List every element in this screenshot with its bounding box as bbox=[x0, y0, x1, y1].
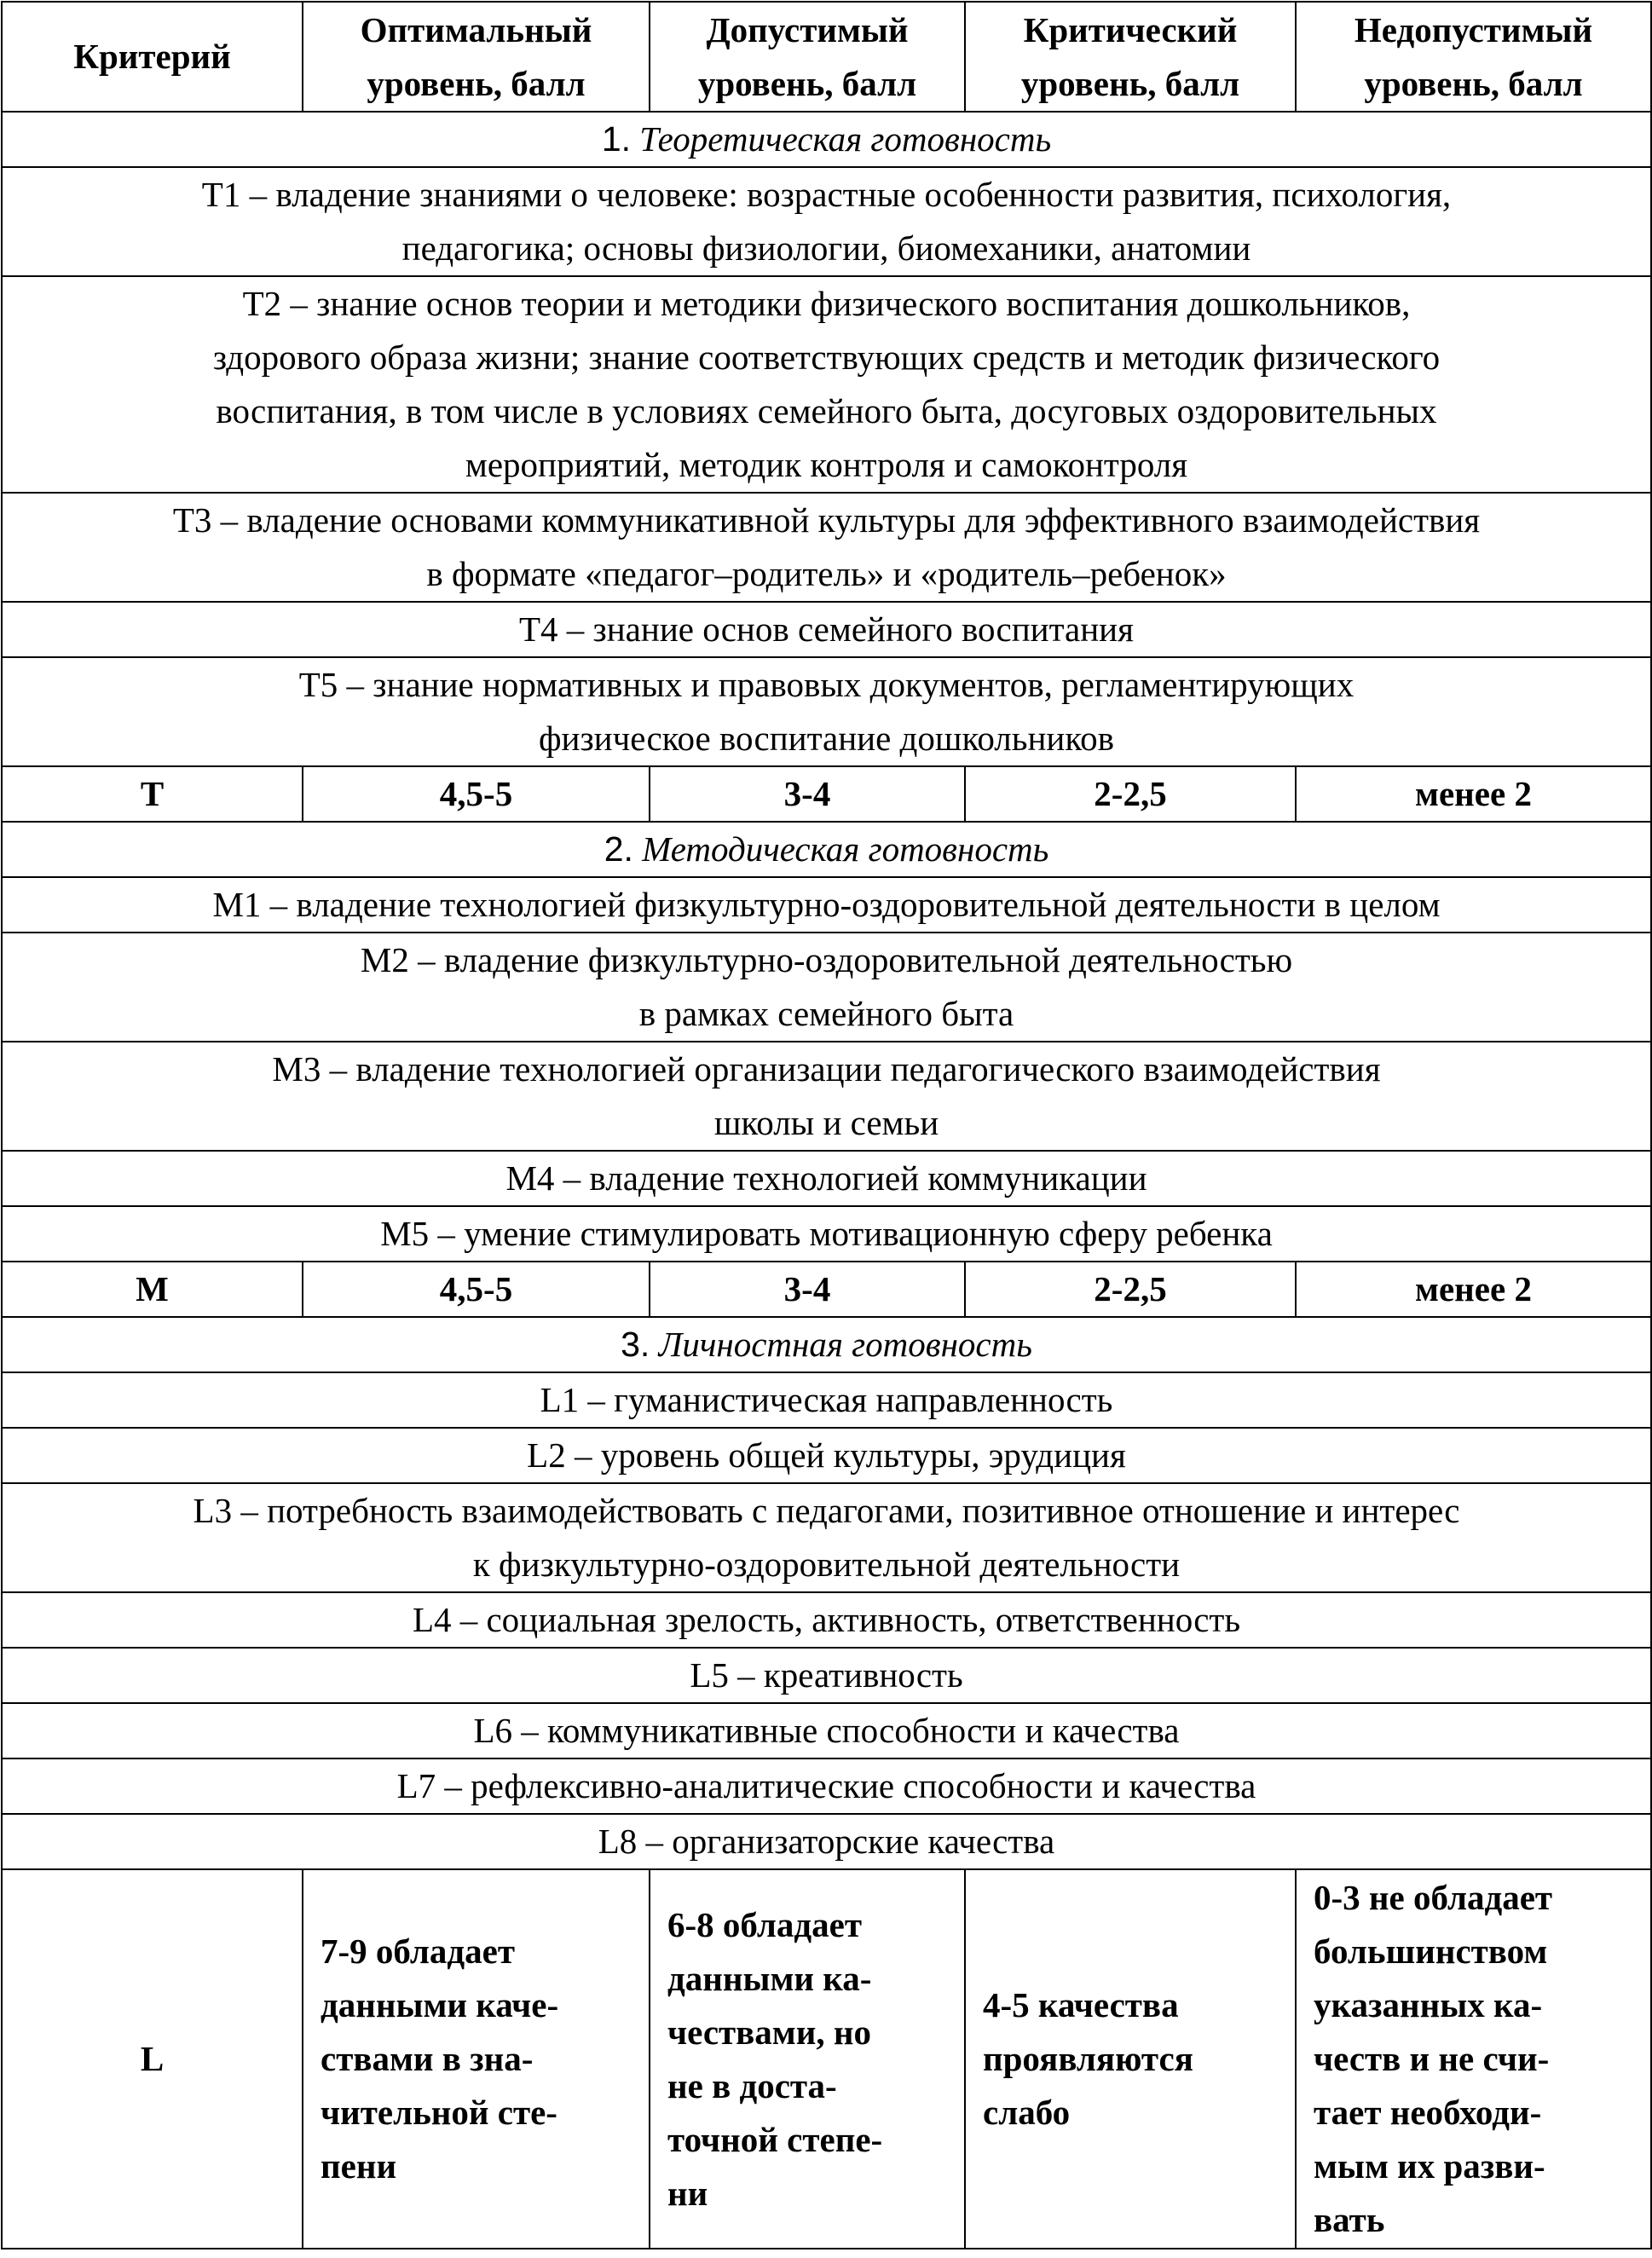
criterion-line: М2 – владение физкультурно-оздоровительной деятельностью bbox=[360, 940, 1293, 979]
section-number: 2. bbox=[604, 829, 633, 869]
header-line: уровень, балл bbox=[1020, 63, 1240, 103]
criterion-row bbox=[2, 933, 1651, 1042]
criterion-line: Т4 – знание основ семейного воспитания bbox=[519, 609, 1134, 649]
header-line: Допустимый bbox=[706, 9, 909, 49]
criterion-description bbox=[2, 1151, 1651, 1206]
level-line: 6-8 обладает bbox=[667, 1904, 862, 1944]
criterion-description bbox=[2, 167, 1651, 276]
header-line: Оптимальный bbox=[360, 9, 592, 49]
score-label: Т bbox=[2, 766, 303, 822]
criterion-line: Т3 – владение основами коммуникативной культуры для эффективного взаимодействия bbox=[172, 500, 1481, 540]
level-line: чествами, но bbox=[667, 2012, 871, 2052]
criterion-description bbox=[2, 493, 1651, 602]
level-line: 4-5 качества bbox=[983, 1985, 1179, 2024]
criterion-line: L4 – социальная зрелость, активность, ответственность bbox=[412, 1600, 1241, 1639]
score-unacceptable: менее 2 bbox=[1296, 766, 1651, 822]
level-line: слабо bbox=[983, 2093, 1071, 2132]
score-critical: 2-2,5 bbox=[965, 1262, 1296, 1317]
criterion-line: М1 – владение технологией физкультурно-оздоровительной деятельности в целом bbox=[212, 885, 1441, 924]
score-row bbox=[2, 766, 1651, 822]
criterion-line: педагогика; основы физиологии, биомеханики, анатомии bbox=[401, 228, 1251, 268]
header-criterion: Критерий bbox=[2, 2, 303, 112]
criterion-line: Т1 – владение знаниями о человеке: возрастные особенности развития, психология, bbox=[201, 175, 1452, 214]
criterion-line: мероприятий, методик контроля и самоконтроля bbox=[465, 445, 1188, 484]
section-heading-row bbox=[2, 1317, 1651, 1372]
criterion-description bbox=[2, 1042, 1651, 1151]
criterion-row bbox=[2, 167, 1651, 276]
header-critical bbox=[965, 2, 1296, 112]
section-title: Личностная готовность bbox=[658, 1325, 1032, 1364]
criterion-row bbox=[2, 1758, 1651, 1814]
criterion-row bbox=[2, 602, 1651, 657]
header-line: уровень, балл bbox=[697, 63, 917, 103]
section-heading bbox=[2, 822, 1651, 877]
criterion-description bbox=[2, 877, 1651, 933]
header-line: уровень, балл bbox=[1364, 63, 1583, 103]
level-line: мым их разви- bbox=[1314, 2146, 1545, 2186]
criterion-row bbox=[2, 1206, 1651, 1262]
criterion-line: L1 – гуманистическая направленность bbox=[540, 1380, 1113, 1419]
section-title: Методическая готовность bbox=[642, 829, 1049, 869]
criterion-line: Т5 – знание нормативных и правовых документов, регламентирующих bbox=[298, 665, 1355, 704]
criterion-row bbox=[2, 1042, 1651, 1151]
header-acceptable bbox=[650, 2, 965, 112]
criterion-description bbox=[2, 1428, 1651, 1483]
criterion-description bbox=[2, 933, 1651, 1042]
section-heading-row bbox=[2, 112, 1651, 167]
level-line: большинством bbox=[1314, 1932, 1548, 1971]
level-line: 7-9 обладает bbox=[321, 1932, 515, 1971]
level-optimal bbox=[303, 1869, 650, 2249]
criterion-description bbox=[2, 657, 1651, 766]
criterion-row bbox=[2, 1428, 1651, 1483]
level-acceptable bbox=[650, 1869, 965, 2249]
level-line: данными ка- bbox=[667, 1958, 872, 1998]
criterion-row bbox=[2, 1648, 1651, 1703]
level-line: 0-3 не обладает bbox=[1314, 1878, 1553, 1917]
criterion-description bbox=[2, 1703, 1651, 1758]
criterion-line: L2 – уровень общей культуры, эрудиция bbox=[527, 1435, 1126, 1475]
section-heading bbox=[2, 112, 1651, 167]
criterion-row bbox=[2, 1814, 1651, 1869]
criterion-row bbox=[2, 1372, 1651, 1428]
criterion-row bbox=[2, 1483, 1651, 1592]
readiness-criteria-table bbox=[1, 1, 1652, 2249]
criterion-row bbox=[2, 657, 1651, 766]
criterion-description bbox=[2, 1758, 1651, 1814]
criterion-line: М4 – владение технологией коммуникации bbox=[505, 1158, 1147, 1198]
criterion-description bbox=[2, 1372, 1651, 1428]
criterion-line: в формате «педагог–родитель» и «родитель–ребенок» bbox=[426, 554, 1227, 593]
criterion-line: М3 – владение технологией организации педагогического взаимодействия bbox=[272, 1049, 1381, 1089]
header-line: Недопустимый bbox=[1354, 9, 1593, 49]
header-line: Критический bbox=[1023, 9, 1238, 49]
criterion-line: школы и семьи bbox=[713, 1103, 939, 1142]
criterion-line: L5 – креативность bbox=[690, 1655, 963, 1695]
section-heading bbox=[2, 1317, 1651, 1372]
criterion-description bbox=[2, 602, 1651, 657]
header-unacceptable bbox=[1296, 2, 1651, 112]
level-line: ствами в зна- bbox=[321, 2039, 534, 2078]
score-label: L bbox=[2, 1869, 303, 2249]
level-critical bbox=[965, 1869, 1296, 2249]
score-unacceptable: менее 2 bbox=[1296, 1262, 1651, 1317]
criterion-line: физическое воспитание дошкольников bbox=[538, 719, 1115, 758]
section-title: Теоретическая готовность bbox=[639, 119, 1052, 159]
criterion-line: L8 – организаторские качества bbox=[598, 1822, 1055, 1861]
criterion-line: Т2 – знание основ теории и методики физического воспитания дошкольников, bbox=[242, 284, 1411, 323]
section-number: 1. bbox=[601, 119, 632, 159]
criterion-line: к физкультурно-оздоровительной деятельности bbox=[472, 1545, 1181, 1584]
header-row bbox=[2, 2, 1651, 112]
criterion-row bbox=[2, 493, 1651, 602]
level-line: проявляются bbox=[983, 2039, 1193, 2078]
level-line: чительной сте- bbox=[321, 2093, 557, 2132]
criterion-line: L7 – рефлексивно-аналитические способности и качества bbox=[396, 1766, 1256, 1805]
level-line: пени bbox=[321, 2146, 397, 2186]
criterion-description bbox=[2, 1592, 1651, 1648]
criterion-description bbox=[2, 276, 1651, 493]
criterion-line: L6 – коммуникативные способности и качества bbox=[473, 1711, 1180, 1750]
criterion-line: воспитания, в том числе в условиях семейного быта, досуговых оздоровительных bbox=[216, 391, 1437, 430]
level-line: честв и не счи- bbox=[1314, 2039, 1550, 2078]
criterion-line: М5 – умение стимулировать мотивационную сферу ребенка bbox=[380, 1214, 1273, 1253]
header-line: уровень, балл bbox=[367, 63, 586, 103]
level-line: тает необходи- bbox=[1314, 2093, 1542, 2132]
criterion-row bbox=[2, 1703, 1651, 1758]
level-line: ни bbox=[667, 2173, 708, 2213]
criterion-description bbox=[2, 1483, 1651, 1592]
criterion-description bbox=[2, 1814, 1651, 1869]
score-optimal: 4,5-5 bbox=[303, 766, 650, 822]
personal-score-row bbox=[2, 1869, 1651, 2249]
level-line: точной степе- bbox=[667, 2119, 883, 2159]
criterion-description bbox=[2, 1206, 1651, 1262]
criterion-line: L3 – потребность взаимодействовать с педагогами, позитивное отношение и интерес bbox=[193, 1491, 1460, 1530]
criterion-line: в рамках семейного быта bbox=[638, 994, 1014, 1033]
level-line: данными каче- bbox=[321, 1985, 559, 2024]
score-label: М bbox=[2, 1262, 303, 1317]
level-line: не в доста- bbox=[667, 2065, 837, 2105]
criterion-row bbox=[2, 877, 1651, 933]
section-number: 3. bbox=[621, 1325, 650, 1364]
score-row bbox=[2, 1262, 1651, 1317]
score-optimal: 4,5-5 bbox=[303, 1262, 650, 1317]
level-line: вать bbox=[1314, 2200, 1385, 2239]
header-optimal bbox=[303, 2, 650, 112]
criterion-description bbox=[2, 1648, 1651, 1703]
criterion-row bbox=[2, 276, 1651, 493]
criterion-row bbox=[2, 1592, 1651, 1648]
score-acceptable: 3-4 bbox=[650, 1262, 965, 1317]
criterion-line: здорового образа жизни; знание соответствующих средств и методик физического bbox=[212, 338, 1441, 377]
score-acceptable: 3-4 bbox=[650, 766, 965, 822]
level-unacceptable bbox=[1296, 1869, 1651, 2249]
section-heading-row bbox=[2, 822, 1651, 877]
criterion-row bbox=[2, 1151, 1651, 1206]
score-critical: 2-2,5 bbox=[965, 766, 1296, 822]
level-line: указанных ка- bbox=[1314, 1985, 1543, 2024]
